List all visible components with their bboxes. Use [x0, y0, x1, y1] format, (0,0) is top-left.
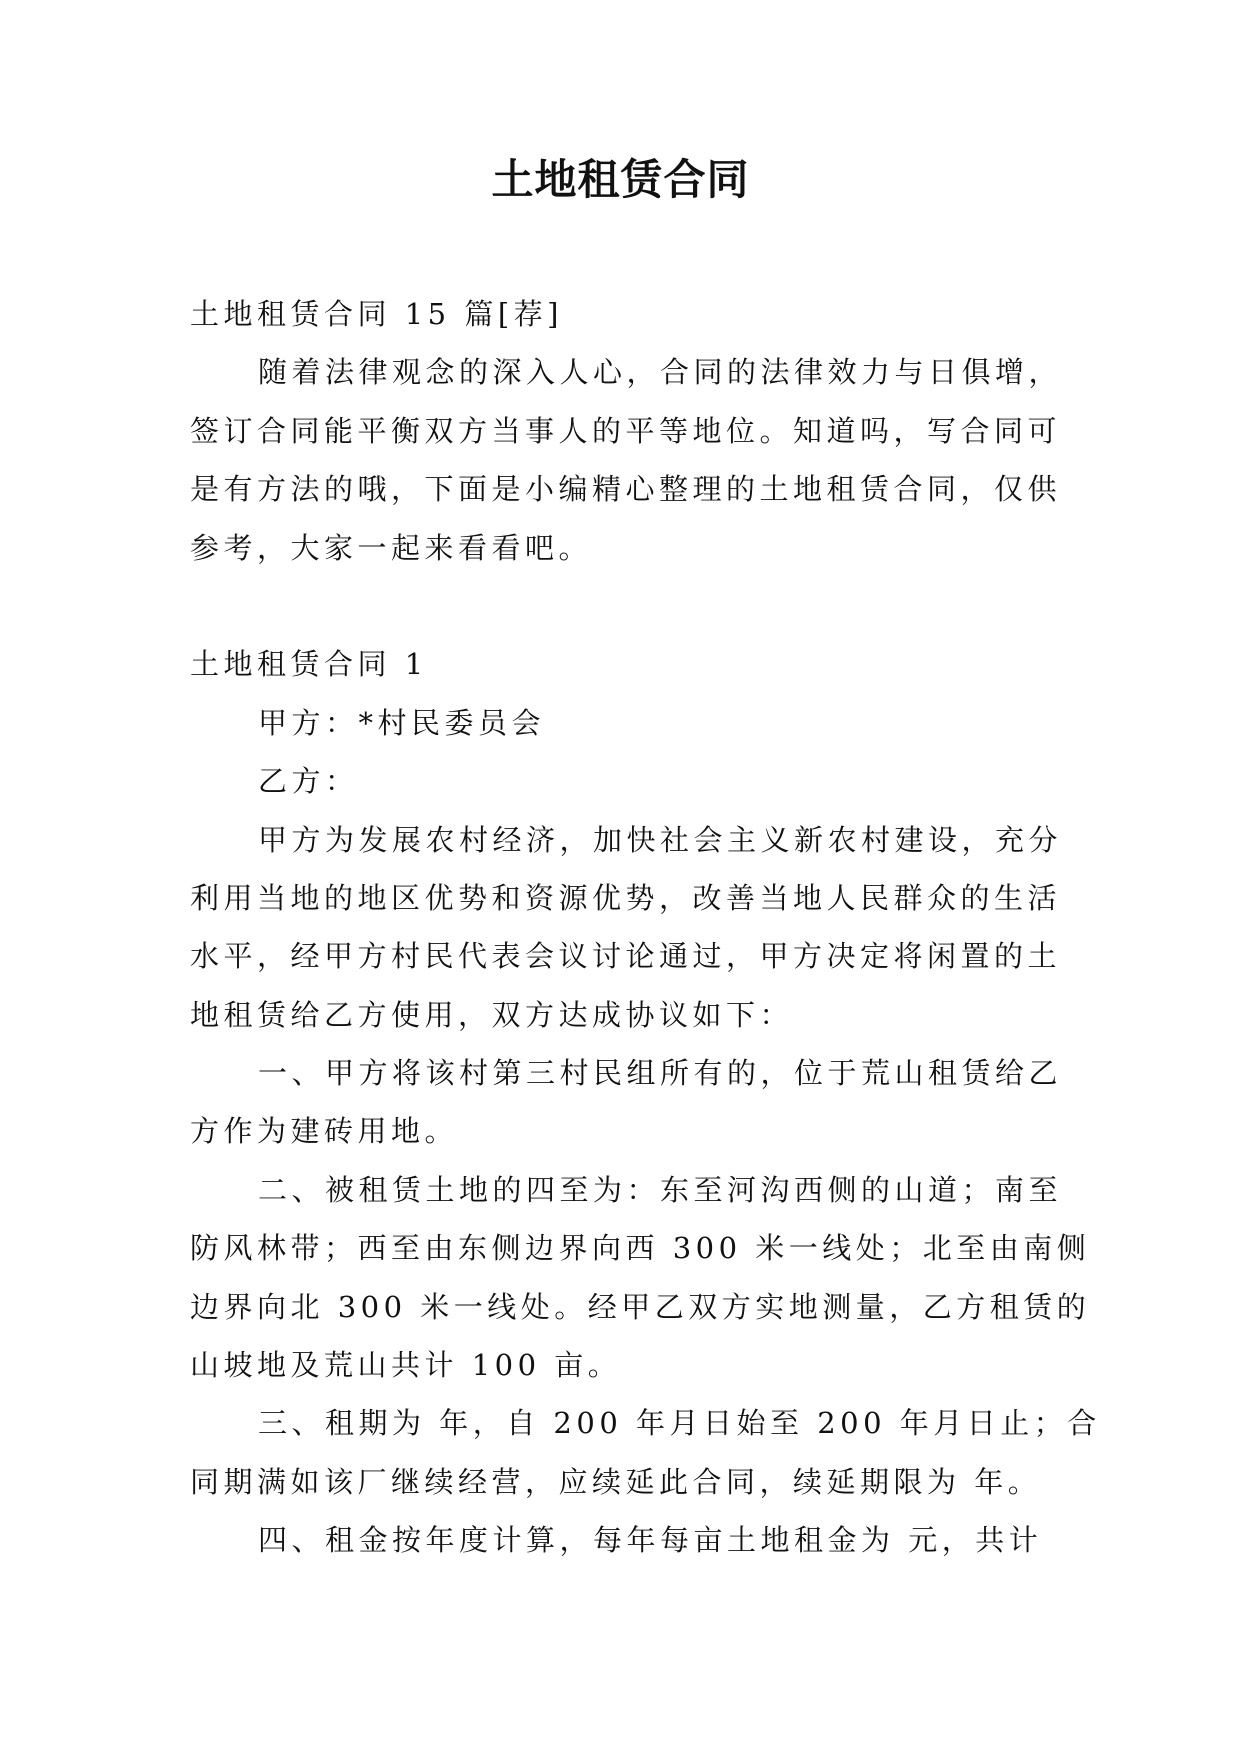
intro-paragraph-line: 参考，大家一起来看看吧。 — [190, 530, 593, 565]
document-title: 土地租赁合同 — [491, 155, 750, 204]
paragraph-gap — [190, 577, 1052, 635]
document-body — [190, 285, 1101, 1570]
clause-1-line: 一、甲方将该村第三村民组所有的，位于荒山租赁给乙 — [258, 1056, 1063, 1091]
preamble-line: 利用当地的地区优势和资源优势，改善当地人民群众的生活 — [190, 880, 1062, 915]
section-heading: 土地租赁合同 15 篇[荐] — [190, 297, 563, 331]
preamble-line: 甲方为发展农村经济，加快社会主义新农村建设，充分 — [258, 822, 1063, 857]
clause-4-line: 四、租金按年度计算，每年每亩土地租金为 元，共计 — [258, 1523, 1043, 1558]
intro-paragraph-line: 随着法律观念的深入人心，合同的法律效力与日俱增， — [258, 355, 1063, 390]
intro-paragraph-line: 签订合同能平衡双方当事人的平等地位。知道吗，写合同可 — [190, 413, 1062, 448]
preamble-line: 水平，经甲方村民代表会议讨论通过，甲方决定将闲置的土 — [190, 939, 1062, 974]
preamble-line: 地租赁给乙方使用，双方达成协议如下： — [190, 997, 794, 1032]
clause-3-line: 三、租期为 年，自 200 年月日始至 200 年月日止；合 — [258, 1406, 1101, 1441]
contract-heading: 土地租赁合同 1 — [190, 647, 428, 682]
party-b-line: 乙方： — [258, 764, 359, 799]
party-a-line: 甲方：*村民委员会 — [258, 705, 546, 740]
clause-2-line: 二、被租赁土地的四至为：东至河沟西侧的山道；南至 — [258, 1172, 1063, 1207]
clause-1-line: 方作为建砖用地。 — [190, 1114, 459, 1149]
clause-2-line: 山坡地及荒山共计 100 亩。 — [190, 1348, 622, 1383]
clause-2-line: 边界向北 300 米一线处。经甲乙双方实地测量，乙方租赁的 — [190, 1289, 1091, 1324]
intro-paragraph-line: 是有方法的哦，下面是小编精心整理的土地租赁合同，仅供 — [190, 472, 1062, 507]
clause-3-line: 同期满如该厂继续经营，应续延此合同，续延期限为 年。 — [190, 1464, 1042, 1499]
clause-2-line: 防风林带；西至由东侧边界向西 300 米一线处；北至由南侧 — [190, 1231, 1091, 1266]
